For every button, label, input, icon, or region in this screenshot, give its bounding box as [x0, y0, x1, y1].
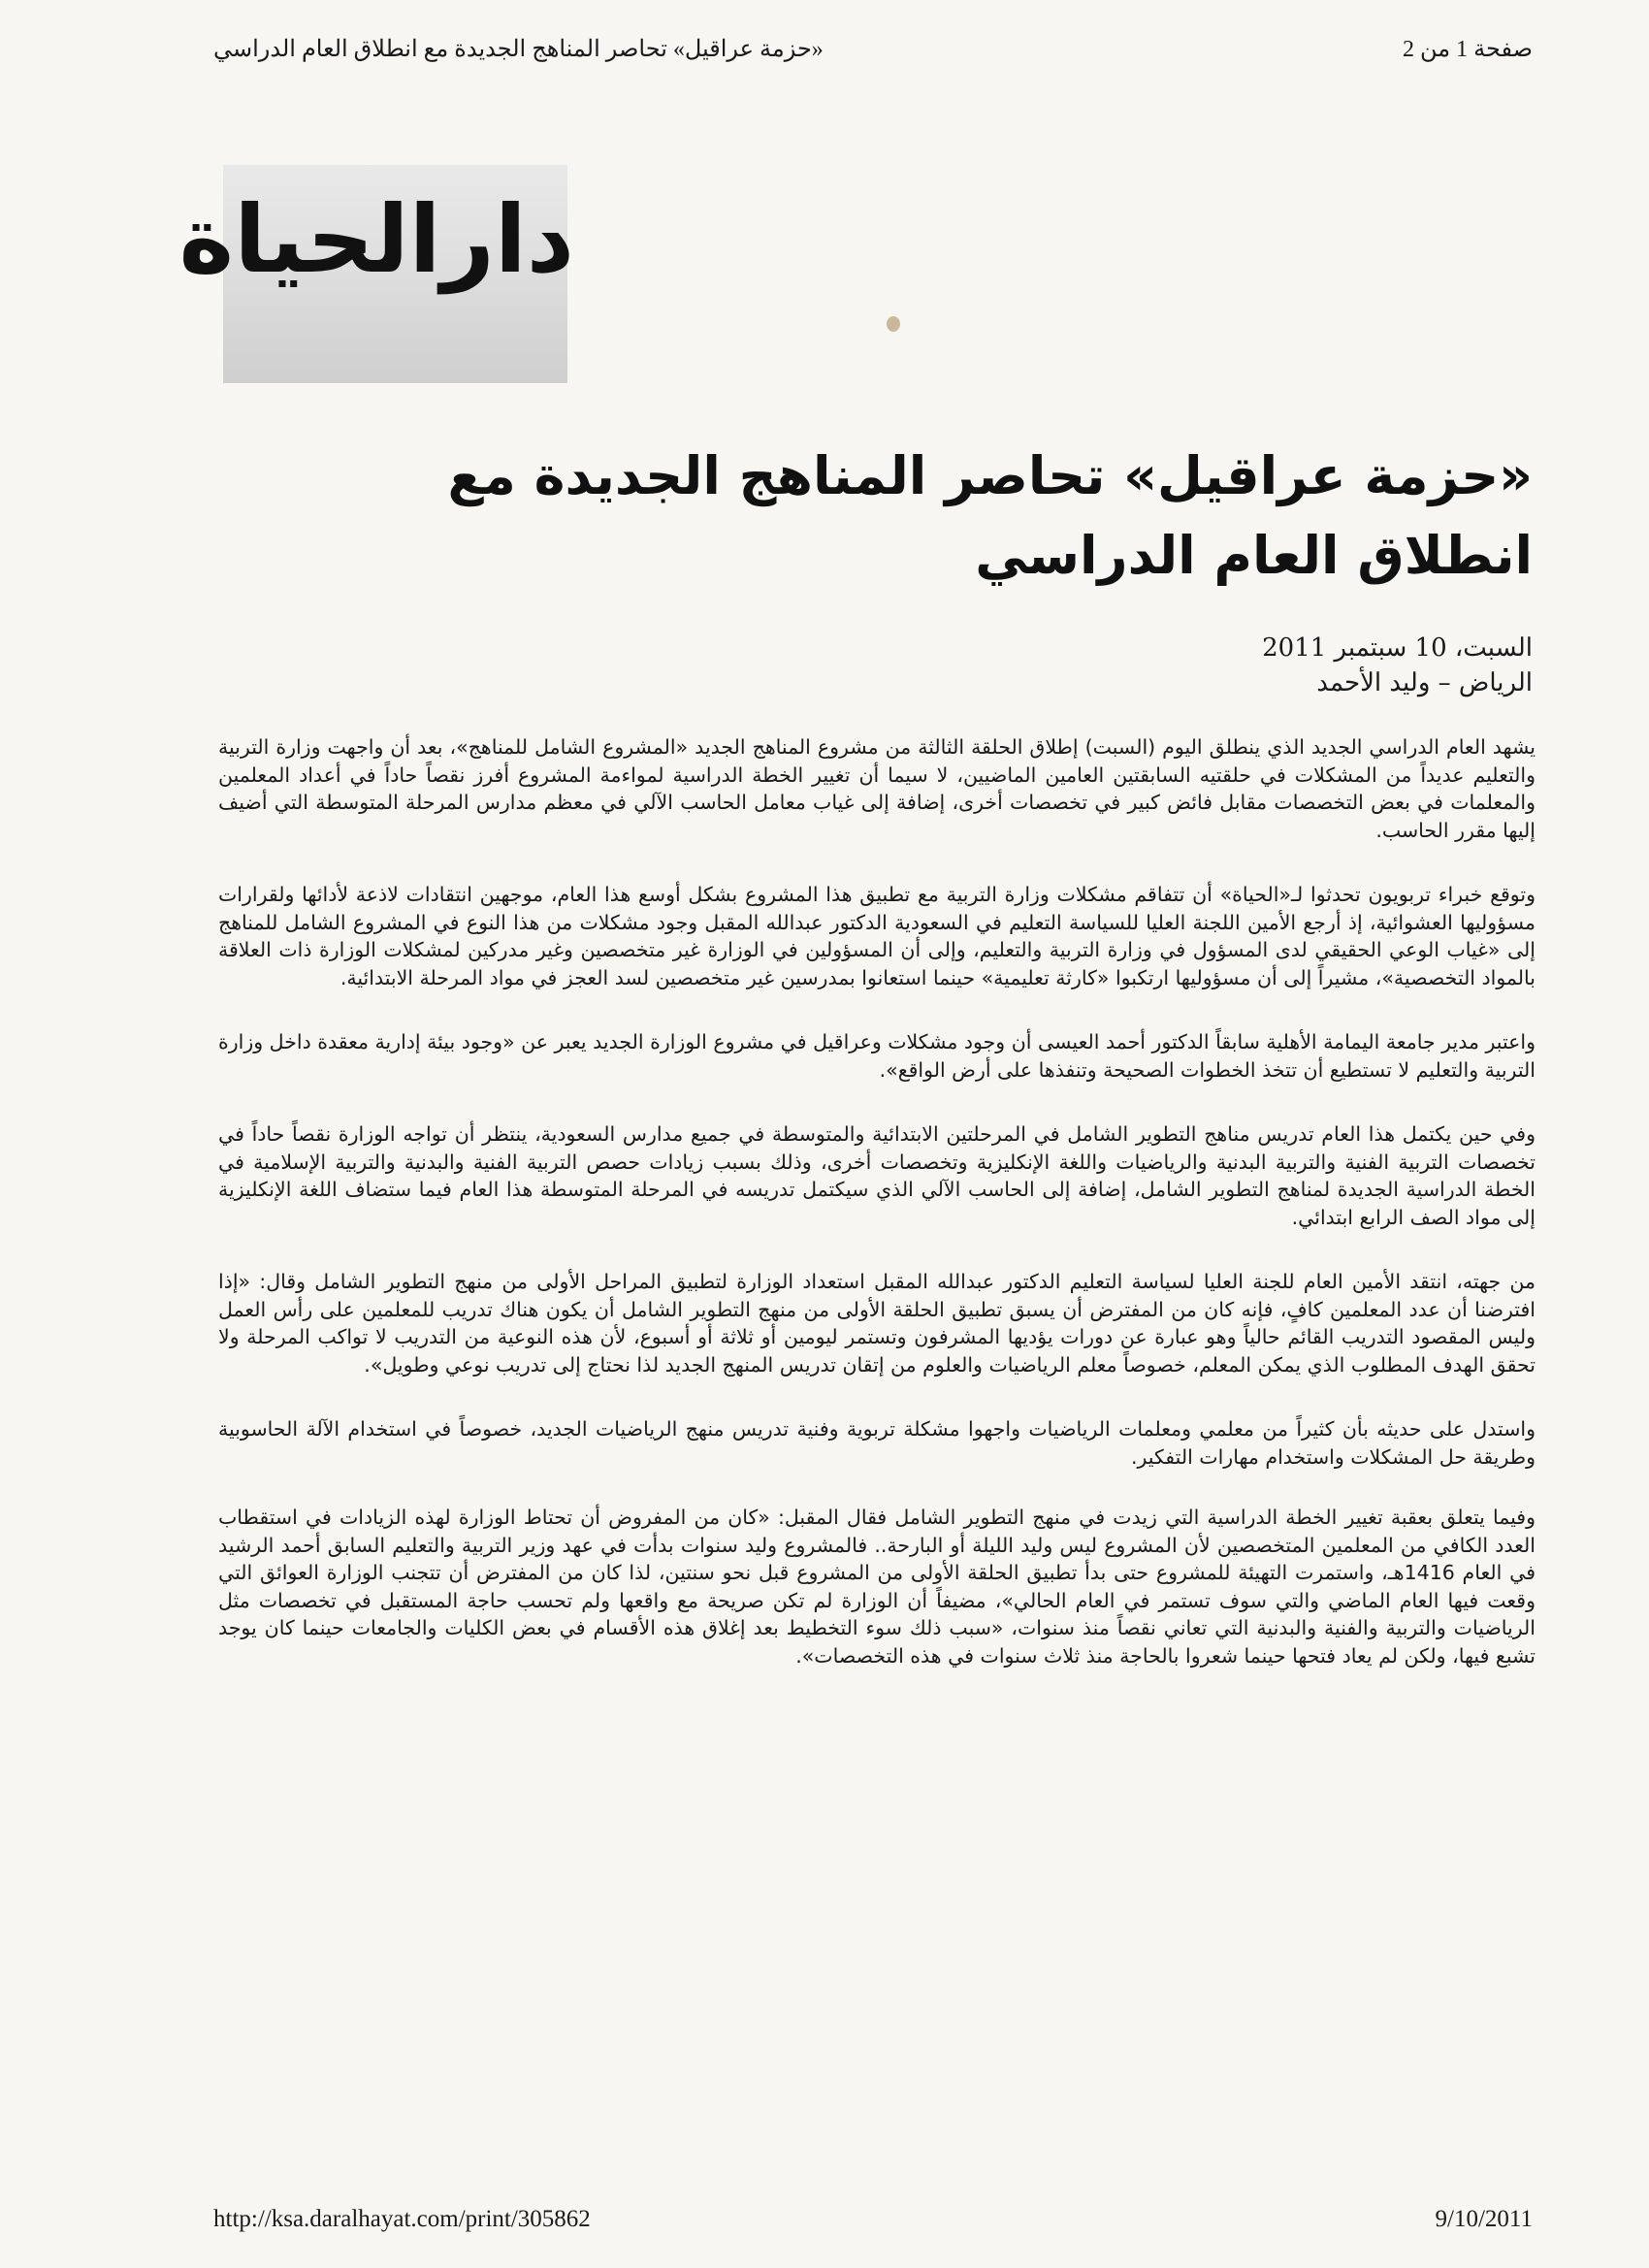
print-date: 9/10/2011	[1435, 2206, 1533, 2232]
article-body	[218, 733, 1536, 1706]
print-url: http://ksa.daralhayat.com/print/305862	[213, 2206, 591, 2232]
article-meta	[1262, 631, 1533, 700]
page-indicator: صفحة 1 من 2	[1402, 36, 1533, 62]
article-byline: الرياض – وليد الأحمد	[1316, 668, 1533, 697]
article-paragraph: واعتبر مدير جامعة اليمامة الأهلية سابقاً الدكتور أحمد العيسى أن وجود مشكلات وعراقيل في مشروع الوزارة الجديد يعبر عن «وجود بيئة إدارية معقدة داخل وزارة التربية والتعليم لا تستطيع أن تتخذ الخطوات الصحيحة وتنفذها على أرض الواقع».	[218, 1030, 1536, 1082]
print-footer	[213, 2200, 1533, 2239]
print-header	[213, 29, 1533, 68]
article-paragraph: يشهد العام الدراسي الجديد الذي ينطلق اليوم (السبت) إطلاق الحلقة الثالثة من مشروع المناهج الجديد «المشروع الشامل للمناهج»، بعد أن واجهت وزارة التربية والتعليم عديداً من المشكلات في حلقتيه السابقتين العامين الماضيين، لا سيما أن تغيير الخطة الدراسية لمواءمة المشروع أفرز نقصاً حاداً في أعداد المعلمين والمعلمات في بعض التخصصات مقابل فائض كبير في تخصصات أخرى، إضافة إلى غياب معامل الحاسب الآلي في معظم مدارس المرحلة المتوسطة التي أضيف إليها مقرر الحاسب.	[218, 735, 1536, 842]
article-paragraph: واستدل على حديثه بأن كثيراً من معلمي ومعلمات الرياضيات واجهوا مشكلة تربوية وفنية تدريس منهج الرياضيات الجديد، خصوصاً في استخدام الآلة الحاسوبية وطريقة حل المشكلات واستخدام مهارات التفكير.	[218, 1417, 1536, 1469]
article-paragraph: من جهته، انتقد الأمين العام للجنة العليا لسياسة التعليم الدكتور عبدالله المقبل استعداد الوزارة لتطبيق المراحل الأولى من منهج التطوير الشامل وقال: «إذا افترضنا أن عدد المعلمين كافٍ، فإنه كان من المفترض أن يسبق تطبيق الحلقة الأولى من منهج التطوير الشامل أن يكون هناك تدريب للمعلمين على رأس العمل وليس المقصود التدريب القائم حالياً وهو عبارة عن دورات يؤديها المشرفون وتستمر ليومين أو ثلاثة أو أسبوع، لأن هذه النوعية من التدريب لا تواكب المرحلة ولا تحقق الهدف المطلوب الذي يمكن المعلم، خصوصاً معلم الرياضيات والعلوم من إتقان تدريس المنهج الجديد لذا نحتاج إلى تدريب نوعي وطويل».	[218, 1270, 1536, 1377]
newspaper-logo: دارالحياة	[178, 185, 574, 294]
article-paragraph: وتوقع خبراء تربويون تحدثوا لـ«الحياة» أن تتفاقم مشكلات وزارة التربية مع تطبيق هذا المشروع بشكل أوسع هذا العام، موجهين انتقادات لاذعة لأدائها ولقرارات مسؤوليها العشوائية، إذ أرجع الأمين اللجنة العليا للسياسة التعليم في السعودية الدكتور عبدالله المقبل وجود مشكلات من هذا النوع في المشروع الشامل للمناهج إلى «غياب الوعي الحقيقي لدى المسؤول في وزارة التربية والتعليم، وإلى أن المسؤولين في الوزارة غير متخصصين وغير مدركين لمشكلات الوزارة ذات العلاقة بالمواد التخصصية»، مشيراً إلى أن مسؤوليها ارتكبوا «كارثة تعليمية» حينما استعانوا بمدرسين غير متخصصين لسد العجز في مواد المرحلة الابتدائية.	[218, 883, 1536, 989]
article-headline: «حزمة عراقيل» تحاصر المناهج الجديدة مع انطلاق العام الدراسي	[447, 445, 1533, 586]
article-paragraph: وفي حين يكتمل هذا العام تدريس مناهج التطوير الشامل في المرحلتين الابتدائية والمتوسطة في جميع مدارس السعودية، ينتظر أن تواجه الوزارة نقصاً حاداً في تخصصات التربية الفنية والتربية البدنية والرياضيات واللغة الإنكليزية وتخصصات أخرى، وذلك بسبب زيادات حصص التربية الفنية والبدنية والتربية الإسلامية في الخطة الدراسية الجديدة لمناهج التطوير الشامل، إضافة إلى الحاسب الآلي الذي سيكتمل تدريسه في المرحلة المتوسطة هذا العام فيما ستضاف اللغة الإنكليزية إلى مواد الصف الرابع ابتدائي.	[218, 1122, 1536, 1229]
paper-speck	[887, 316, 900, 332]
article-paragraph: وفيما يتعلق بعقبة تغيير الخطة الدراسية التي زيدت في منهج التطوير الشامل فقال المقبل: «كان من المفروض أن تحتاط الوزارة لهذه الزيادات في استقطاب العدد الكافي من المعلمين المتخصصين لأن المشروع ليس وليد الليلة أو البارحة.. فالمشروع وليد سنوات بدأت في عهد وزير التربية والتعليم السابق أحمد الرشيد في العام 1416هـ، واستمرت التهيئة للمشروع حتى بدأ تطبيق الحلقة الأولى من المشروع قبل نحو سنتين، لذا كان من المفترض أن تتجنب الوزارة العوائق التي وقعت فيها العام الماضي والتي سوف تستمر في العام الحالي»، مضيفاً أن الوزارة لم تكن صريحة مع واقعها ولم تحسب حاجة المستقبل في تخصصات مثل الرياضيات والتربية والفنية والبدنية التي تعاني نقصاً منذ سنوات، «سبب ذلك سوء التخطيط بعد إغلاق هذه الأقسام في بعض الكليات والجامعات حينما كان يوجد تشبع فيها، ولكن لم يعاد فتحها حينما شعروا بالحاجة منذ ثلاث سنوات في هذه التخصصات».	[218, 1506, 1536, 1668]
print-header-title: «حزمة عراقيل» تحاصر المناهج الجديدة مع انطلاق العام الدراسي	[213, 36, 824, 62]
article-date: السبت، 10 سبتمبر 2011	[1262, 633, 1533, 663]
